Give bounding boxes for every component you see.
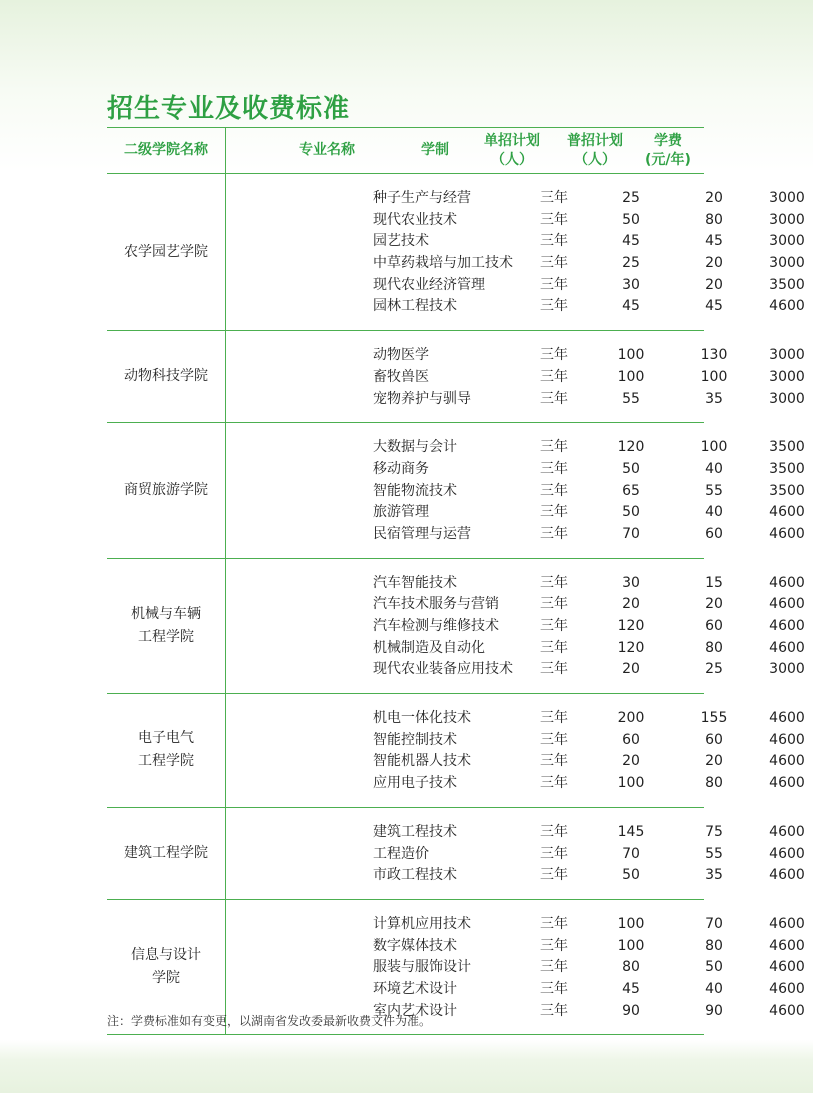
- table-row: [226, 573, 805, 595]
- single-plan-cell: 120: [617, 618, 645, 634]
- duration-cell: 三年: [540, 525, 568, 542]
- duration-cell: 三年: [540, 276, 568, 293]
- duration-cell: 三年: [540, 710, 568, 727]
- major-name: 宠物养护与驯导: [373, 390, 471, 407]
- duration-cell: 三年: [540, 661, 568, 678]
- single-plan-cell: 80: [622, 959, 640, 976]
- fee-cell: 3000: [769, 255, 805, 272]
- general-plan-cell: 60: [705, 731, 723, 748]
- duration-cell: 三年: [540, 937, 568, 954]
- fee-cell: 3500: [769, 276, 805, 293]
- fee-cell: 4600: [769, 915, 805, 932]
- single-plan-cell: 45: [622, 298, 640, 315]
- single-plan-cell: 145: [617, 823, 645, 840]
- duration-cell: 三年: [540, 460, 568, 477]
- general-plan-cell: 40: [705, 504, 723, 521]
- major-name: 汽车智能技术: [373, 574, 457, 591]
- table-row: [226, 751, 805, 773]
- table-row: [226, 275, 805, 297]
- single-plan-cell: 100: [617, 937, 645, 954]
- header-fee-line1: 学费: [654, 132, 682, 149]
- major-name: 数字媒体技术: [373, 937, 457, 954]
- duration-cell: 三年: [540, 845, 568, 862]
- table-row: [226, 616, 805, 638]
- duration-cell: 三年: [540, 439, 568, 456]
- fee-cell: 4600: [769, 823, 805, 840]
- single-plan-cell: 100: [617, 368, 645, 385]
- fee-cell: 3500: [769, 460, 805, 477]
- table-row: [226, 844, 805, 866]
- major-name: 中草药栽培与加工技术: [373, 255, 513, 272]
- table-row: [226, 773, 805, 795]
- general-plan-cell: 20: [705, 753, 723, 770]
- fee-cell: 4600: [769, 753, 805, 770]
- college-group: [107, 808, 805, 900]
- table-row: [226, 659, 805, 681]
- major-name: 室内艺术设计: [373, 1002, 457, 1019]
- single-plan-cell: 200: [617, 710, 645, 727]
- duration-cell: 三年: [540, 190, 568, 206]
- duration-cell: 三年: [540, 1002, 568, 1019]
- general-plan-cell: 35: [705, 390, 723, 407]
- major-name: 智能控制技术: [373, 731, 457, 748]
- single-plan-cell: 20: [622, 661, 640, 678]
- fee-cell: 4600: [769, 845, 805, 862]
- fee-cell: 4600: [769, 618, 805, 634]
- major-rows: [226, 423, 805, 557]
- duration-cell: 三年: [540, 731, 568, 748]
- general-plan-cell: 90: [705, 1002, 723, 1019]
- table-header: [107, 128, 704, 174]
- major-rows: [226, 331, 805, 422]
- header-single-plan-line2: （人）: [491, 151, 533, 168]
- single-plan-cell: 70: [622, 845, 640, 862]
- major-name: 现代农业经济管理: [373, 276, 485, 293]
- major-name: 机电一体化技术: [373, 710, 471, 727]
- single-plan-cell: 25: [622, 255, 640, 272]
- college-group: [107, 174, 805, 331]
- header-general-plan: [555, 128, 635, 173]
- table-row: [226, 638, 805, 660]
- single-plan-cell: 100: [617, 915, 645, 932]
- major-name: 汽车检测与维修技术: [373, 618, 499, 634]
- table-row: [226, 345, 805, 367]
- table-row: [226, 296, 805, 318]
- college-cell: [107, 559, 226, 693]
- fee-cell: 4600: [769, 639, 805, 656]
- fee-cell: 4600: [769, 298, 805, 315]
- college-name: 机械与车辆 工程学院: [131, 605, 201, 645]
- college-group: [107, 694, 805, 808]
- single-plan-cell: 100: [617, 775, 645, 792]
- major-name: 环境艺术设计: [373, 980, 457, 997]
- fee-cell: 4600: [769, 710, 805, 727]
- college-name: 建筑工程学院: [124, 844, 208, 861]
- table-row: [226, 188, 805, 210]
- fee-cell: 3000: [769, 347, 805, 364]
- major-name: 机械制造及自动化: [373, 639, 485, 656]
- duration-cell: 三年: [540, 867, 568, 884]
- major-name: 园林工程技术: [373, 298, 457, 315]
- table-row: [226, 253, 805, 275]
- major-name: 服装与服饰设计: [373, 959, 471, 976]
- single-plan-cell: 70: [622, 525, 640, 542]
- general-plan-cell: 40: [705, 980, 723, 997]
- fee-cell: 3000: [769, 233, 805, 250]
- fee-cell: 3000: [769, 211, 805, 228]
- table-row: [226, 210, 805, 232]
- duration-cell: 三年: [540, 298, 568, 315]
- single-plan-cell: 20: [622, 596, 640, 613]
- duration-cell: 三年: [540, 980, 568, 997]
- general-plan-cell: 60: [705, 618, 723, 634]
- header-major-label: 专业名称: [299, 142, 355, 158]
- duration-cell: 三年: [540, 482, 568, 499]
- major-name: 民宿管理与运营: [373, 525, 471, 542]
- general-plan-cell: 100: [700, 439, 728, 456]
- single-plan-cell: 30: [622, 276, 640, 293]
- general-plan-cell: 20: [705, 255, 723, 272]
- major-name: 大数据与会计: [373, 439, 457, 456]
- general-plan-cell: 25: [705, 661, 723, 678]
- table-row: [226, 594, 805, 616]
- general-plan-cell: 130: [700, 347, 728, 364]
- fee-cell: 3000: [769, 661, 805, 678]
- single-plan-cell: 50: [622, 504, 640, 521]
- general-plan-cell: 20: [705, 276, 723, 293]
- fee-cell: 4600: [769, 937, 805, 954]
- college-name: 电子电气 工程学院: [138, 730, 194, 770]
- general-plan-cell: 45: [705, 233, 723, 250]
- single-plan-cell: 45: [622, 980, 640, 997]
- table-row: [226, 865, 805, 887]
- general-plan-cell: 80: [705, 937, 723, 954]
- table-row: [226, 437, 805, 459]
- duration-cell: 三年: [540, 211, 568, 228]
- duration-cell: 三年: [540, 390, 568, 407]
- header-single-plan-line1: 单招计划: [484, 132, 540, 149]
- header-major: [247, 128, 407, 173]
- fee-cell: 4600: [769, 596, 805, 613]
- duration-cell: 三年: [540, 233, 568, 250]
- college-name: 动物科技学院: [124, 368, 208, 385]
- single-plan-cell: 90: [622, 1002, 640, 1019]
- duration-cell: 三年: [540, 504, 568, 521]
- major-name: 汽车技术服务与营销: [373, 596, 499, 613]
- fee-cell: 3000: [769, 190, 805, 206]
- single-plan-cell: 100: [617, 347, 645, 364]
- college-group: [107, 559, 805, 694]
- header-general-plan-line1: 普招计划: [567, 132, 623, 149]
- major-name: 计算机应用技术: [373, 915, 471, 932]
- header-college-label: 二级学院名称: [124, 142, 208, 158]
- general-plan-cell: 55: [705, 482, 723, 499]
- table-row: [226, 708, 805, 730]
- duration-cell: 三年: [540, 347, 568, 364]
- duration-cell: 三年: [540, 368, 568, 385]
- single-plan-cell: 45: [622, 233, 640, 250]
- general-plan-cell: 40: [705, 460, 723, 477]
- table-row: [226, 481, 805, 503]
- general-plan-cell: 70: [705, 915, 723, 932]
- duration-cell: 三年: [540, 775, 568, 792]
- table-row: [226, 231, 805, 253]
- fee-cell: 3500: [769, 482, 805, 499]
- major-name: 工程造价: [373, 845, 429, 862]
- header-general-plan-line2: （人）: [574, 151, 616, 168]
- duration-cell: 三年: [540, 639, 568, 656]
- table-row: [226, 459, 805, 481]
- major-name: 畜牧兽医: [373, 368, 429, 385]
- college-name: 农学园艺学院: [124, 243, 208, 260]
- general-plan-cell: 75: [705, 823, 723, 840]
- header-duration-label: 学制: [421, 142, 449, 158]
- single-plan-cell: 50: [622, 211, 640, 228]
- fee-cell: 4600: [769, 525, 805, 542]
- enrollment-table: [107, 127, 805, 1035]
- general-plan-cell: 45: [705, 298, 723, 315]
- table-row: [226, 502, 805, 524]
- major-rows: [226, 808, 805, 899]
- duration-cell: 三年: [540, 618, 568, 634]
- duration-cell: 三年: [540, 915, 568, 932]
- general-plan-cell: 20: [705, 190, 723, 206]
- table-row: [226, 389, 805, 411]
- fee-cell: 3000: [769, 368, 805, 385]
- table-row: [226, 957, 805, 979]
- table-row: [226, 822, 805, 844]
- fee-cell: 3500: [769, 439, 805, 456]
- table-row: [226, 367, 805, 389]
- header-fee-line2: (元/年): [645, 151, 691, 168]
- major-name: 建筑工程技术: [373, 823, 457, 840]
- major-name: 应用电子技术: [373, 775, 457, 792]
- table-row: [226, 979, 805, 1001]
- single-plan-cell: 65: [622, 482, 640, 499]
- fee-cell: 4600: [769, 959, 805, 976]
- duration-cell: 三年: [540, 823, 568, 840]
- general-plan-cell: 55: [705, 845, 723, 862]
- single-plan-cell: 30: [622, 574, 640, 591]
- header-fee: [633, 128, 703, 173]
- single-plan-cell: 25: [622, 190, 640, 206]
- college-name: 商贸旅游学院: [124, 481, 208, 498]
- single-plan-cell: 120: [617, 639, 645, 656]
- fee-cell: 4600: [769, 980, 805, 997]
- fee-cell: 4600: [769, 1002, 805, 1019]
- college-cell: [107, 808, 226, 899]
- duration-cell: 三年: [540, 574, 568, 591]
- college-group: [107, 331, 805, 423]
- single-plan-cell: 120: [617, 439, 645, 456]
- fee-cell: 4600: [769, 574, 805, 591]
- major-name: 智能机器人技术: [373, 753, 471, 770]
- major-name: 旅游管理: [373, 504, 429, 521]
- major-name: 市政工程技术: [373, 867, 457, 884]
- general-plan-cell: 80: [705, 775, 723, 792]
- general-plan-cell: 80: [705, 211, 723, 228]
- duration-cell: 三年: [540, 255, 568, 272]
- major-name: 动物医学: [373, 347, 429, 364]
- college-cell: [107, 331, 226, 422]
- general-plan-cell: 20: [705, 596, 723, 613]
- table-row: [226, 914, 805, 936]
- college-cell: [107, 423, 226, 557]
- fee-cell: 4600: [769, 867, 805, 884]
- major-rows: [226, 694, 805, 807]
- fee-cell: 4600: [769, 775, 805, 792]
- header-single-plan: [472, 128, 552, 173]
- college-cell: [107, 694, 226, 807]
- major-name: 现代农业装备应用技术: [373, 661, 513, 678]
- fee-cell: 4600: [769, 504, 805, 521]
- single-plan-cell: 20: [622, 753, 640, 770]
- major-name: 园艺技术: [373, 233, 429, 250]
- major-rows: [226, 559, 805, 693]
- general-plan-cell: 50: [705, 959, 723, 976]
- general-plan-cell: 15: [705, 574, 723, 591]
- college-group: [107, 423, 805, 558]
- page-title: 招生专业及收费标准: [107, 94, 351, 124]
- header-college: [107, 128, 225, 173]
- fee-cell: 4600: [769, 731, 805, 748]
- table-row: [226, 730, 805, 752]
- college-cell: [107, 174, 226, 330]
- major-rows: [226, 174, 805, 330]
- table-body: [107, 174, 805, 1034]
- header-divider: [225, 128, 226, 173]
- major-name: 智能物流技术: [373, 482, 457, 499]
- general-plan-cell: 100: [700, 368, 728, 385]
- fee-cell: 3000: [769, 390, 805, 407]
- duration-cell: 三年: [540, 959, 568, 976]
- single-plan-cell: 50: [622, 460, 640, 477]
- major-name: 种子生产与经营: [373, 190, 471, 206]
- general-plan-cell: 155: [700, 710, 728, 727]
- duration-cell: 三年: [540, 596, 568, 613]
- general-plan-cell: 60: [705, 525, 723, 542]
- general-plan-cell: 80: [705, 639, 723, 656]
- single-plan-cell: 60: [622, 731, 640, 748]
- single-plan-cell: 50: [622, 867, 640, 884]
- table-row: [226, 524, 805, 546]
- major-name: 移动商务: [373, 460, 429, 477]
- header-duration: [417, 128, 453, 173]
- footnote: 注：学费标准如有变更，以湖南省发改委最新收费文件为准。: [107, 1014, 432, 1028]
- table-row: [226, 936, 805, 958]
- single-plan-cell: 55: [622, 390, 640, 407]
- college-name: 信息与设计 学院: [131, 947, 201, 987]
- major-name: 现代农业技术: [373, 211, 457, 228]
- general-plan-cell: 35: [705, 867, 723, 884]
- duration-cell: 三年: [540, 753, 568, 770]
